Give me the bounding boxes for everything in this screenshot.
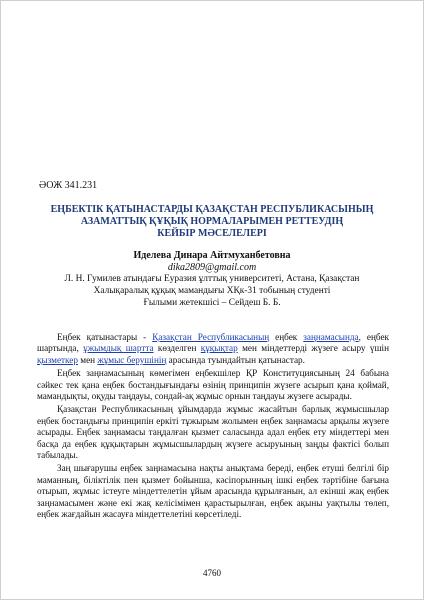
link-employee[interactable]: қызметкер [37,354,78,365]
text-run: көзделген [153,343,201,354]
author-name: Иделева Динара Айтмуханбетовна [133,250,291,261]
text-run: еңбек [269,332,304,342]
link-kazakhstan-republic[interactable]: Қазақстан Республикасының [152,332,270,342]
affiliation [21,273,403,309]
paragraph-2: Еңбек заңнамасының көмегімен еңбекшілер ҚР Конституциясының 24 бабына сәйкес тек қана еңбек бостандығындағы өзінің принципін жүзеге асырып қана қоймай, мамандықты, оқуды таңдауы, сондай-ақ жұмыс орнын таңдауы жүзеге асырады. [37,368,389,402]
title-line-3: КЕЙБІР МӘСЕЛЕЛЕРІ [157,228,267,239]
paragraph-4: Заң шығарушы еңбек заңнамасына нақты анықтама береді, еңбек етуші белгілі бір маманның, біліктілік пен қызмет бойынша, кәсіпорынның ішкі еңбек тәртібіне бағына отырып, жұмыс істеуге міндеттелетін ұйым арасында құрылғанын, ал екінші жақ еңбек заңнамасымен және екі жақ келісімімен қарастырылған, еңбек ақыны уақтылы төлеп, еңбек жағдайын жасауға міндеттелетіні көрсетіледі. [37,463,389,520]
udc-code: ӘОЖ 341.231 [39,180,98,191]
title-line-2: АЗАМАТТЫҚ ҚҰҚЫҚ НОРМАЛАРЫМЕН РЕТТЕУДІҢ [80,216,344,227]
affiliation-line-2: Халықаралық құқық мамандығы ХҚк-31 тобының студенті [93,286,331,296]
link-legislation[interactable]: заңнамасында [303,332,359,342]
link-rights[interactable]: құқықтар [200,343,238,354]
link-collective-agreement[interactable]: ұжымдық шартта [83,343,154,354]
affiliation-line-1: Л. Н. Гумилев атындағы Еуразия ұлттық университеті, Астана, Қазақстан [64,274,360,284]
text-run: мен міндеттерді жүзеге асыру үшін [237,343,389,354]
text-run: Еңбек қатынастары - [57,332,153,342]
paragraph-3: Қазақстан Республикасының ұйымдарда жұмыс жасайтын барлық жұмысшылар еңбек бостандығы принципін еркіті тұжырым жолымен еңбек заңнамасы арқылы жүзеге асырады. Еңбек заңнамасы таңдалған қызмет саласында адал еңбек ету міндеттері мен басқа да еңбек құқықтарын жұмысшылардың жүзеге асыруының заңды фактісі болып табылады. [37,404,389,461]
paper-title [31,204,393,240]
body-text [37,332,389,523]
author-email: dika2809@gmail.com [167,262,257,273]
text-run: , еңбек шартында, [37,332,390,354]
text-run: мен [77,354,98,365]
paragraph-1 [37,332,389,366]
page-number: 4760 [203,568,221,578]
title-line-1: ЕҢБЕКТІК ҚАТЫНАСТАРДЫ ҚАЗАҚСТАН РЕСПУБЛИКАСЫНЫҢ [50,204,374,215]
text-run: арасында туындайтын қатынастар. [166,354,305,365]
affiliation-line-3: Ғылыми жетекшісі – Сейдеш Б. Б. [143,298,281,308]
link-employer[interactable]: жұмыс берушінің [97,354,167,365]
